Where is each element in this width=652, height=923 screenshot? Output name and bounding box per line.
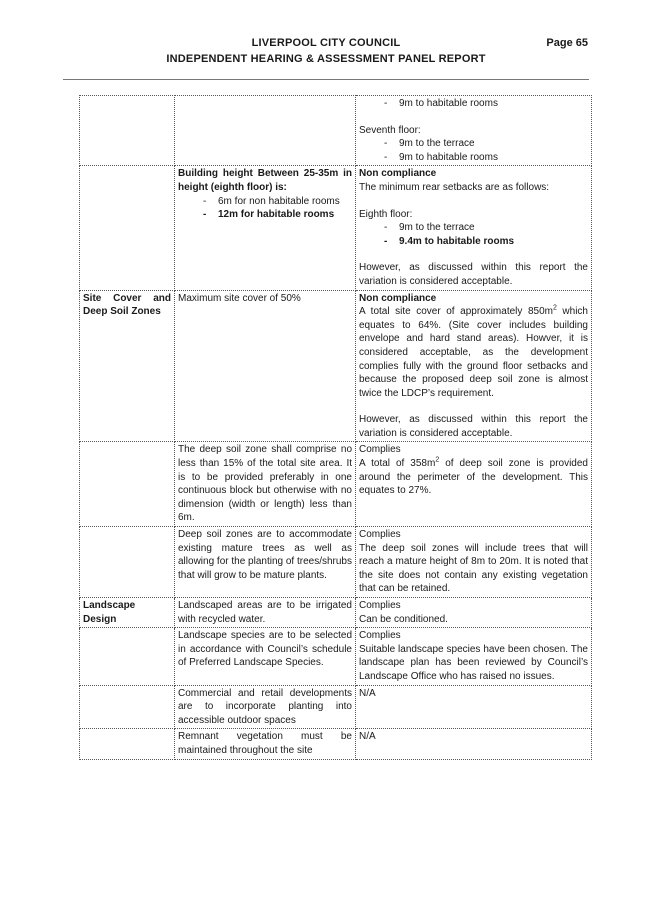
requirement-cell [175, 96, 356, 166]
control-cell [80, 527, 175, 598]
comment-cell [356, 527, 592, 598]
page-number: Page 65 [546, 37, 588, 49]
table-row [80, 96, 592, 166]
requirement-cell: Deep soil zones are to accommodate existing mature trees as well as allowing for the planting of trees/shrubs that will grow to be mature plants. [175, 527, 356, 598]
report-title: INDEPENDENT HEARING & ASSESSMENT PANEL REPORT [166, 53, 486, 65]
compliance-table [79, 95, 592, 760]
list-item: - 9.4m to habitable rooms [359, 235, 588, 249]
superscript: 2 [435, 456, 440, 464]
comment-text-part: which equates to 64%. (Site cover includes building envelope and hard stand areas). Howver, it is considered acceptable, as the development complies fully with the ground floor setbacks and because the proposed deep soil zone is almost twice the LDCP’s requirement. [359, 306, 588, 399]
comment-note: However, as discussed within this report the variation is considered acceptable. [359, 414, 588, 439]
comment-text [359, 457, 588, 498]
control-cell [80, 685, 175, 729]
floor-label: Eighth floor: [359, 208, 413, 220]
list-item: - 9m to the terrace [359, 137, 588, 151]
superscript: 2 [552, 304, 557, 312]
comment-text: The minimum rear setbacks are as follows: [359, 181, 550, 193]
table-row [80, 598, 592, 628]
requirement-cell: Landscaped areas are to be irrigated with recycled water. [175, 598, 356, 628]
floor-label: Seventh floor: [359, 124, 421, 136]
table-row [80, 628, 592, 685]
list-item: - 9m to habitable rooms [359, 151, 588, 165]
comment-cell [356, 96, 592, 166]
requirement-cell: The deep soil zone shall comprise no less than 15% of the total site area. It is to be provided preferably in one continuous block but otherwise with no dimension (width or length) less than 6m. [175, 442, 356, 527]
requirement-cell: Maximum site cover of 50% [175, 290, 356, 442]
comment-text-part: A total site cover of approximately 850m [359, 306, 553, 318]
control-cell: Landscape Design [80, 598, 175, 628]
table-row [80, 290, 592, 442]
comment-text-part: A total of 358m [359, 458, 436, 470]
comment-cell: N/A [356, 685, 592, 729]
table-row [80, 527, 592, 598]
requirement-cell: Remnant vegetation must be maintained throughout the site [175, 729, 356, 759]
requirement-cell: Landscape species are to be selected in accordance with Council’s schedule of Preferred Landscape Species. [175, 628, 356, 685]
control-cell [80, 442, 175, 527]
compliance-status: Non compliance [359, 168, 437, 180]
requirement-cell [175, 166, 356, 290]
list-item: - 9m to habitable rooms [359, 97, 588, 111]
comment-text: The deep soil zones will include trees that will reach a mature height of 8m to 20m. It is noted that the site does not contain any existing vegetation that can be retained. [359, 542, 588, 595]
requirement-heading: Building height Between 25-35m in height (eighth floor) is: [178, 168, 352, 193]
header-rule [63, 79, 589, 80]
table-row [80, 685, 592, 729]
comment-cell [356, 442, 592, 527]
compliance-status: Complies [359, 444, 401, 456]
comment-text: Can be conditioned. [359, 613, 448, 625]
control-cell [80, 166, 175, 290]
control-cell [80, 96, 175, 166]
table-row [80, 166, 592, 290]
table-row [80, 442, 592, 527]
comment-cell [356, 598, 592, 628]
comment-text-part: of deep soil zone is provided around the perimeter of the development. This equates to 27%. [359, 458, 588, 497]
list-item: - 12m for habitable rooms [178, 208, 352, 222]
table-row [80, 729, 592, 759]
control-cell [80, 628, 175, 685]
comment-note: However, as discussed within this report the variation is considered acceptable. [359, 262, 588, 287]
list-item: - 6m for non habitable rooms [178, 195, 352, 209]
compliance-status: Complies [359, 630, 401, 642]
comment-text: Suitable landscape species have been chosen. The landscape plan has been reviewed by Council’s Landscape Office who has raised no issues. [359, 643, 588, 682]
comment-text [359, 305, 588, 400]
compliance-status: Complies [359, 600, 401, 611]
council-name: LIVERPOOL CITY COUNCIL [251, 37, 401, 49]
comment-cell [356, 166, 592, 290]
control-cell [80, 729, 175, 759]
comment-cell [356, 628, 592, 685]
compliance-status: Complies [359, 529, 401, 541]
list-item: - 9m to the terrace [359, 221, 588, 235]
comment-cell: N/A [356, 729, 592, 759]
control-cell: Site Cover and Deep Soil Zones [80, 290, 175, 442]
compliance-status: Non compliance [359, 292, 437, 304]
requirement-cell: Commercial and retail developments are to incorporate planting into accessible outdoor spaces [175, 685, 356, 729]
comment-cell [356, 290, 592, 442]
